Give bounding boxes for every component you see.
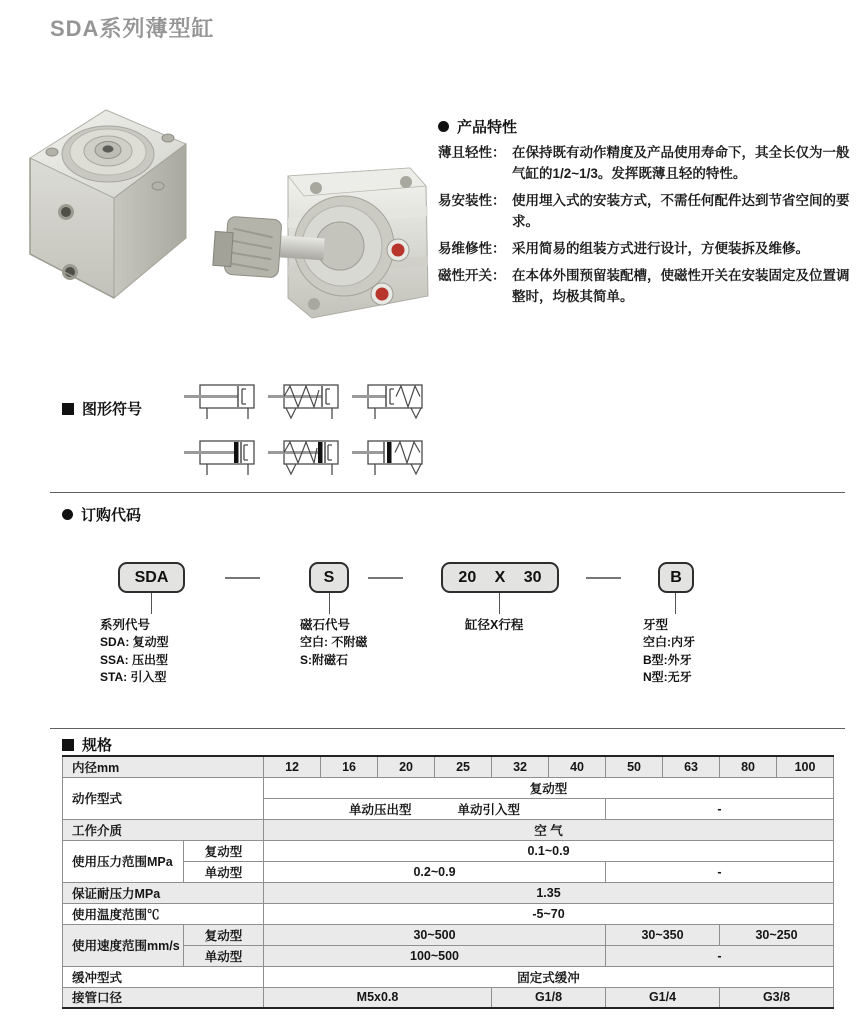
order-code-heading-text: 订购代码 (81, 507, 142, 524)
series-code-legend: 系列代号 SDA: 复动型 SSA: 压出型 STA: 引入型 (100, 618, 169, 684)
spec-heading (62, 734, 112, 755)
row-label: 动作型式 (63, 777, 264, 819)
product-photo-thin-cylinder-with-rod (192, 146, 436, 340)
feature-magnetic-switch (438, 266, 852, 308)
feature-thin-light (438, 143, 852, 185)
feature-term: 薄且轻性： (438, 145, 506, 160)
symbol-double-acting-icon (182, 380, 262, 426)
symbol-single-acting-push-magnet-icon (266, 436, 346, 482)
features-heading (438, 116, 852, 137)
na-cell: - (606, 798, 834, 819)
speed-cell: 30~500 (264, 924, 606, 945)
feature-desc: 使用埋入式的安装方式，不需任何配件达到节省空间的要求。 (512, 192, 850, 229)
port-cell: M5x0.8 (264, 987, 492, 1008)
square-bullet-icon (62, 739, 74, 751)
table-row-pressure-double (63, 840, 834, 861)
bore-value: 25 (435, 756, 492, 777)
row-label: 工作介质 (63, 819, 264, 840)
bore-value: 20 (378, 756, 435, 777)
sub-label: 复动型 (184, 840, 264, 861)
bore-value: 32 (492, 756, 549, 777)
section-divider (50, 492, 845, 493)
feature-desc: 在本体外围预留装配槽，使磁性开关在安装固定及位置调整时，均极其简单。 (512, 267, 850, 304)
sub-label: 单动型 (184, 861, 264, 882)
table-row-medium (63, 819, 834, 840)
speed-cell: 100~500 (264, 945, 606, 966)
row-label: 保证耐压力MPa (63, 882, 264, 903)
bore-stroke-legend: 缸径X行程 (465, 618, 524, 632)
action-single-cell: 单动压出型 单动引入型 (264, 798, 606, 819)
bore-value: 100 (777, 756, 834, 777)
pneumatic-symbols-grid (182, 380, 434, 482)
row-label: 使用温度范围℃ (63, 903, 264, 924)
symbols-heading (62, 398, 142, 419)
symbol-single-acting-pull-magnet-icon (350, 436, 430, 482)
code-box-bore-stroke: 20 X 30 (441, 562, 559, 593)
table-row-port-size (63, 987, 834, 1008)
feature-easy-maintain (438, 239, 852, 260)
symbol-single-acting-push-icon (266, 380, 346, 426)
code-box-magnet: S (309, 562, 349, 593)
feature-easy-install (438, 191, 852, 233)
connector-line (151, 593, 152, 614)
bore-value: 16 (321, 756, 378, 777)
page-title: SDA系列薄型缸 (50, 16, 215, 41)
circle-bullet-icon (62, 509, 73, 520)
speed-cell: 30~350 (606, 924, 720, 945)
temperature-cell: -5~70 (264, 903, 834, 924)
proof-pressure-cell: 1.35 (264, 882, 834, 903)
row-label: 使用速度范围mm/s (63, 924, 184, 966)
feature-term: 易安装性： (438, 192, 506, 208)
magnet-code-legend: 磁石代号 空白: 不附磁 S:附磁石 (300, 618, 368, 667)
row-label: 接管口径 (63, 987, 264, 1008)
circle-bullet-icon (438, 121, 449, 132)
cushion-cell: 固定式缓冲 (264, 966, 834, 987)
features-heading-text: 产品特性 (457, 119, 518, 136)
table-row-cushion (63, 966, 834, 987)
sub-label: 复动型 (184, 924, 264, 945)
bore-value: 40 (549, 756, 606, 777)
order-code-heading (62, 504, 141, 525)
bore-value: 80 (720, 756, 777, 777)
pressure-double-cell: 0.1~0.9 (264, 840, 834, 861)
connector-line (329, 593, 330, 614)
action-double-cell: 复动型 (264, 777, 834, 798)
pressure-single-cell: 0.2~0.9 (264, 861, 606, 882)
square-bullet-icon (62, 403, 74, 415)
symbol-double-acting-magnet-icon (182, 436, 262, 482)
table-row-temperature (63, 903, 834, 924)
code-dash (225, 577, 260, 579)
code-box-thread: B (658, 562, 694, 593)
thread-type-legend: 牙型 空白:内牙 B型:外牙 N型:无牙 (643, 618, 695, 684)
code-dash (586, 577, 621, 579)
feature-desc: 采用简易的组装方式进行设计，方便装拆及维修。 (512, 240, 809, 256)
medium-cell: 空 气 (264, 819, 834, 840)
spec-heading-text: 规格 (82, 737, 113, 754)
code-dash (368, 577, 403, 579)
table-row-bore (63, 756, 834, 777)
connector-line (675, 593, 676, 614)
port-cell: G3/8 (720, 987, 834, 1008)
connector-line (499, 593, 500, 614)
feature-term: 磁性开关： (438, 267, 506, 283)
symbol-single-acting-pull-icon (350, 380, 430, 426)
table-row-action-double (63, 777, 834, 798)
port-cell: G1/8 (492, 987, 606, 1008)
order-code-diagram (90, 556, 830, 721)
table-row-proof-pressure (63, 882, 834, 903)
code-box-series: SDA (118, 562, 185, 593)
bore-value: 50 (606, 756, 663, 777)
feature-term: 易维修性： (438, 240, 506, 256)
sub-label: 单动型 (184, 945, 264, 966)
section-divider (50, 728, 845, 729)
bore-value: 63 (663, 756, 720, 777)
speed-cell: 30~250 (720, 924, 834, 945)
feature-desc: 在保持既有动作精度及产品使用寿命下，其全长仅为一般气缸的1/2~1/3。发挥既薄且轻的特性。 (512, 145, 850, 181)
na-cell: - (606, 861, 834, 882)
symbols-heading-text: 图形符号 (82, 401, 143, 418)
spec-table (62, 755, 834, 1009)
na-cell: - (606, 945, 834, 966)
bore-value: 12 (264, 756, 321, 777)
port-cell: G1/4 (606, 987, 720, 1008)
product-features-section (438, 116, 852, 307)
row-label: 内径mm (63, 756, 264, 777)
product-photo-thin-cylinder-body (8, 86, 204, 324)
table-row-speed-double (63, 924, 834, 945)
row-label: 缓冲型式 (63, 966, 264, 987)
row-label: 使用压力范围MPa (63, 840, 184, 882)
